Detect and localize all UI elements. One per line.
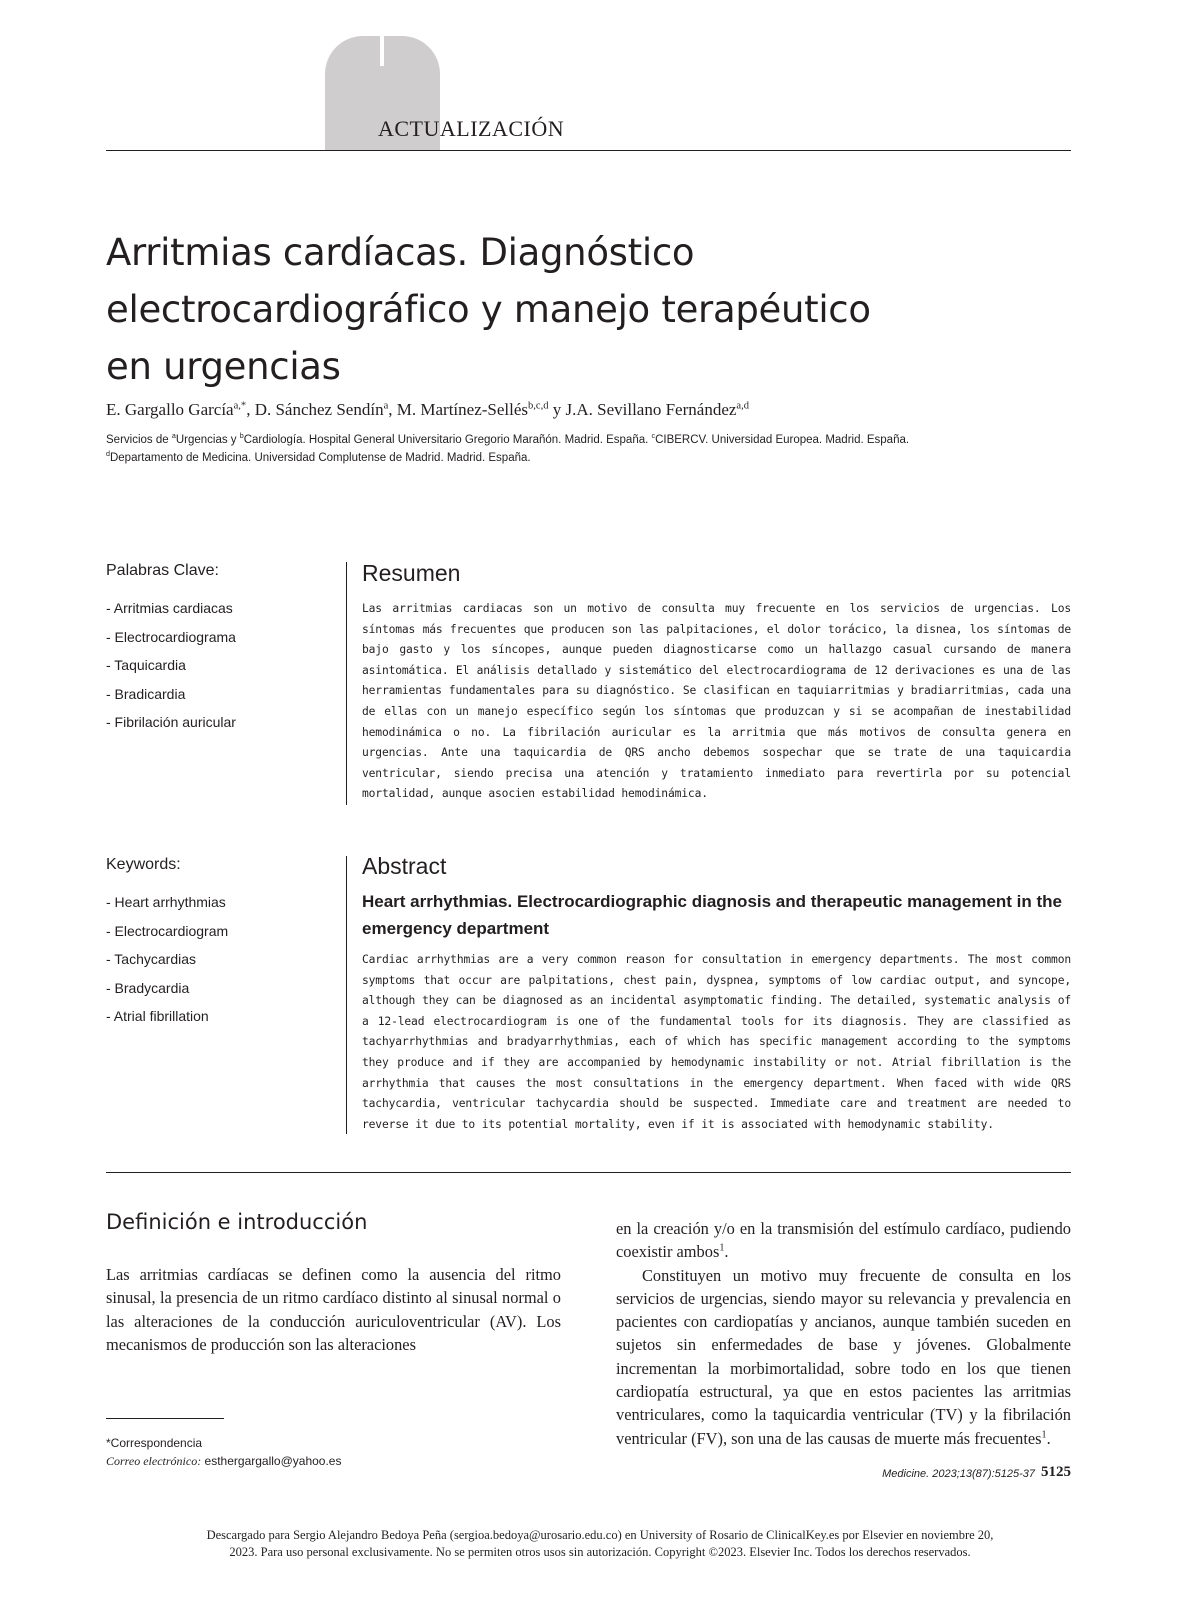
keywords-block bbox=[106, 856, 228, 1031]
resumen-text: Las arritmias cardiacas son un motivo de consulta muy frecuente en los servicios de urgencias. Los síntomas más frecuentes que producen son las palpitaciones, el dolor torácico, la disnea, los síntomas de bajo gasto y los síncopes, aunque pueden diagnosticarse como un hallazgo casual cursando de manera asintomática. El análisis detallado y sistemático del electrocardiograma de 12 derivaciones es una de las herramientas fundamentales para su diagnóstico. Se clasifican en taquiarritmias y bradiarritmias, cada una de ellas con un manejo específico según los síntomas que produzcan y si se acompañan de inestabilidad hemodinámica o no. La fibrilación auricular es la arritmia que más motivos de consulta genera en urgencias. Ante una taquicardia de QRS ancho debemos sospechar que se trate de una taquicardia ventricular, siendo precisa una atención y tratamiento inmediato para revertirla por su potencial mortalidad, aunque asocien estabilidad hemodinámica. bbox=[362, 602, 1071, 801]
author-name: D. Sánchez Sendín bbox=[254, 400, 384, 419]
author-name: J.A. Sevillano Fernández bbox=[565, 400, 737, 419]
footnote-rule bbox=[106, 1418, 224, 1419]
article-title bbox=[106, 224, 1066, 395]
keyword-item: - Electrocardiograma bbox=[106, 628, 236, 645]
email-label: Correo electrónico: bbox=[106, 1454, 202, 1468]
journal-citation: Medicine. 2023;13(87):5125-37 bbox=[882, 1468, 1035, 1480]
palabras-clave-block bbox=[106, 562, 236, 737]
paragraph-end: . bbox=[1046, 1428, 1051, 1448]
body-paragraph bbox=[616, 1264, 1071, 1450]
author-sup: a bbox=[383, 400, 389, 412]
abstract-text: Cardiac arrhythmias are a very common reason for consultation in emergency departments. The most common symptoms that occur are palpitations, chest pain, dyspnea, symptoms of low cardiac output, and syncope, although they can be diagnosed as an incidental asymptomatic finding. The detailed, systematic analysis of a 12-lead electrocardiogram is one of the fundamental tools for its diagnosis. They are classified as tachyarrhythmias and bradyarrhythmias, each of which has specific management according to the symptoms they produce and if they are accompanied by hemodynamic instability or not. Atrial fibrillation is the arrhythmia that causes the most consultations in the emergency department. When faced with wide QRS tachycardia, ventricular tachycardia should be suspected. Immediate care and treatment are needed to reverse it due to its potential mortality, even if it is associated with hemodynamic stability. bbox=[362, 953, 1071, 1131]
keyword-item: - Taquicardia bbox=[106, 657, 186, 673]
keyword-item: - Tachycardias bbox=[106, 951, 197, 967]
paragraph-end: . bbox=[724, 1242, 729, 1262]
resumen-heading: Resumen bbox=[362, 560, 461, 586]
reference-marker: 1 bbox=[719, 1242, 725, 1254]
paragraph-text: Constituyen un motivo muy frecuente de consulta en los servicios de urgencias, siendo mayor su relevancia y prevalencia en pacientes con cardiopatías y ancianos, aunque también suceden en sujetos sin enfermedades de base y jóvenes. Globalmente incrementan la morbimortalidad, sobre todo en los que tienen cardiopatía estructural, ya que en estos pacientes las arritmias ventriculares, como la taquicardia ventricular (TV) y la fibrilación ventricular (FV), son una de las causas de muerte más frecuentes bbox=[616, 1265, 1071, 1448]
palabras-clave-list bbox=[106, 594, 236, 737]
affil-sup: a bbox=[171, 432, 176, 441]
email-link[interactable]: esthergargallo@yahoo.es bbox=[204, 1454, 342, 1468]
affil-sup: d bbox=[106, 450, 110, 459]
palabras-clave-heading: Palabras Clave: bbox=[106, 562, 219, 579]
author-separator: y bbox=[548, 400, 566, 419]
affil-text: CIBERCV. Universidad Europea. Madrid. España. bbox=[655, 434, 910, 446]
reference-marker: 1 bbox=[1041, 1429, 1047, 1441]
download-line-2: 2023. Para uso personal exclusivamente. No se permiten otros usos sin autorización. Copyright ©2023. Elsevier Inc. Todos los derechos reservados. bbox=[229, 1545, 971, 1559]
body-paragraph: Las arritmias cardíacas se definen como la ausencia del ritmo sinusal, la presencia de un ritmo cardíaco distinto al sinusal normal o las alteraciones de la conducción auriculoventricular (AV). Los mecanismos de producción son las alteraciones bbox=[106, 1265, 561, 1354]
abstract-divider bbox=[346, 856, 347, 1134]
abstract-subtitle: Heart arrhythmias. Electrocardiographic diagnosis and therapeutic management in the emergency department bbox=[362, 892, 1063, 938]
affil-text: Departamento de Medicina. Universidad Complutense de Madrid. Madrid. España. bbox=[109, 452, 531, 464]
abstract-block bbox=[362, 853, 1071, 1135]
title-line-1: Arritmias cardíacas. Diagnóstico bbox=[106, 231, 695, 274]
download-notice bbox=[100, 1527, 1100, 1561]
keyword-item: - Electrocardiogram bbox=[106, 922, 229, 939]
affil-text: Cardiología. Hospital General Universitario Gregorio Marañón. Madrid. España. bbox=[243, 434, 652, 446]
title-line-2: electrocardiográfico y manejo terapéutico bbox=[106, 288, 871, 331]
correspondence-label: *Correspondencia bbox=[106, 1436, 203, 1450]
keyword-item: - Fibrilación auricular bbox=[106, 714, 236, 730]
affil-text: Servicios de bbox=[106, 434, 172, 446]
author-list bbox=[106, 400, 749, 420]
affil-text: Urgencias y bbox=[175, 434, 240, 446]
page-number: 5125 bbox=[1041, 1464, 1071, 1480]
keyword-item: - Arritmias cardiacas bbox=[106, 600, 233, 616]
footnote bbox=[106, 1434, 341, 1470]
body-column-left bbox=[106, 1263, 561, 1356]
author-separator: , bbox=[388, 400, 397, 419]
keyword-item: - Atrial fibrillation bbox=[106, 1008, 209, 1024]
author-name: E. Gargallo García bbox=[106, 400, 234, 419]
keyword-item: - Bradicardia bbox=[106, 685, 186, 702]
download-line-1: Descargado para Sergio Alejandro Bedoya Peña (sergioa.bedoya@urosario.edu.co) en University of Rosario de ClinicalKey.es por Elsevier en noviembre 20, bbox=[206, 1528, 994, 1542]
author-sup: b,c,d bbox=[528, 400, 549, 412]
affil-sup: c bbox=[651, 432, 656, 441]
resumen-block bbox=[362, 560, 1071, 805]
keywords-heading: Keywords: bbox=[106, 856, 181, 873]
paragraph-text: en la creación y/o en la transmisión del estímulo cardíaco, pudiendo coexistir ambos bbox=[616, 1219, 1071, 1262]
body-paragraph bbox=[616, 1217, 1071, 1264]
abstract-heading: Abstract bbox=[362, 853, 447, 879]
header-rule bbox=[106, 150, 1071, 151]
title-line-3: en urgencias bbox=[106, 345, 341, 388]
author-name: M. Martínez-Sellés bbox=[396, 400, 529, 419]
abstract-end-rule bbox=[106, 1172, 1071, 1173]
author-separator: , bbox=[246, 400, 255, 419]
section-label: ACTUALIZACIÓN bbox=[378, 116, 565, 141]
keyword-item: - Bradycardia bbox=[106, 979, 190, 996]
affiliations bbox=[106, 431, 1066, 467]
body-column-right bbox=[616, 1217, 1071, 1450]
resumen-divider bbox=[346, 562, 347, 805]
section-heading: Definición e introducción bbox=[106, 1210, 368, 1234]
author-sup: a,d bbox=[736, 400, 749, 412]
keyword-item: - Heart arrhythmias bbox=[106, 894, 226, 910]
affil-sup: b bbox=[239, 432, 244, 441]
keywords-list bbox=[106, 888, 228, 1031]
author-sup: a,* bbox=[233, 400, 247, 412]
